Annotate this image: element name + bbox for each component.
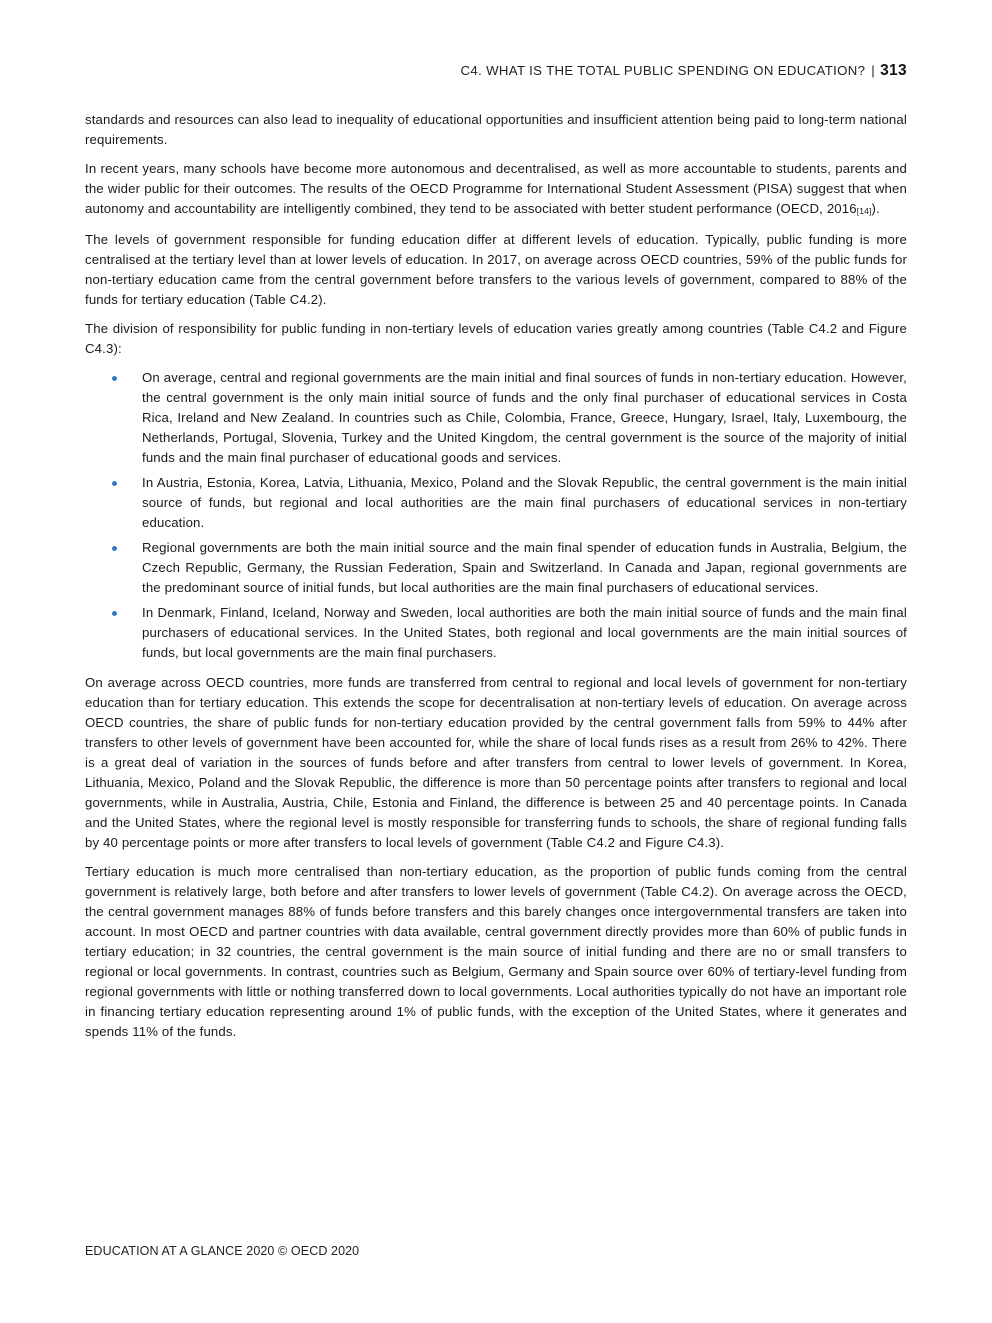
bullet-dot-icon — [112, 611, 117, 616]
paragraph-2-text: In recent years, many schools have become more autonomous and decentralised, as well as more accountable to students, parents and the wider public for their outcomes. The results of the OECD Programme for International Student Assessment (PISA) suggest that when autonomy and accountability are intelligently combined, they tend to be associated with better student performance (OECD, 2016 — [85, 161, 907, 216]
paragraph-2-end: ). — [871, 201, 880, 216]
page-number: 313 — [880, 62, 907, 79]
bullet-item — [85, 603, 907, 663]
bullet-item — [85, 473, 907, 533]
body-content — [85, 110, 907, 1051]
header-separator: | — [871, 63, 876, 78]
citation-ref[interactable]: [14] — [856, 206, 872, 216]
bullet-text: Regional governments are both the main initial source and the main final spender of education funds in Australia, Belgium, the Czech Republic, Germany, the Russian Federation, Spain and Switzerland. In Canada and Japan, regional governments are the predominant source of initial funds, but local authorities are the main final purchasers of educational services. — [142, 540, 907, 595]
bullet-dot-icon — [112, 546, 117, 551]
paragraph-5: On average across OECD countries, more funds are transferred from central to regional and local levels of government for non-tertiary education than for tertiary education. This extends the scope for decentralisation at non-tertiary levels of education. On average across OECD countries, the share of public funds for non-tertiary education provided by the central government falls from 59% to 44% after transfers to other levels of government have been accounted for, while the share of local funds rises as a result from 26% to 42%. There is a great deal of variation in the sources of funds before and after transfers from central to lower levels of government. In Korea, Lithuania, Mexico, Poland and the Slovak Republic, the difference is more than 50 percentage points after transfers to regional and local governments, while in Australia, Austria, Chile, Estonia and Finland, the difference is between 25 and 40 percentage points. In Canada and the United States, where the regional level is mostly responsible for transferring funds to schools, the share of regional funding falls by 40 percentage points or more after transfers to local levels of government (Table C4.2 and Figure C4.3). — [85, 675, 907, 850]
paragraph-3: The levels of government responsible for funding education differ at different levels of education. Typically, public funding is more centralised at the tertiary level than at lower levels of education. In 2017, on average across OECD countries, 59% of the public funds for non-tertiary education came from the central government before transfers to the various levels of government, compared to 88% of the funds for tertiary education (Table C4.2). — [85, 232, 907, 307]
bullet-text: In Denmark, Finland, Iceland, Norway and Sweden, local authorities are both the main initial source of funds and the main final purchasers of educational services. In the United States, both regional and local governments are the main initial sources of funds, but local governments are the main final purchasers. — [142, 605, 907, 660]
bullet-dot-icon — [112, 376, 117, 381]
paragraph-2 — [85, 159, 907, 221]
paragraph-4: The division of responsibility for public funding in non-tertiary levels of education varies greatly among countries (Table C4.2 and Figure C4.3): — [85, 321, 907, 356]
page-footer: EDUCATION AT A GLANCE 2020 © OECD 2020 — [85, 1244, 360, 1258]
bullet-item — [85, 538, 907, 598]
bullet-text: In Austria, Estonia, Korea, Latvia, Lithuania, Mexico, Poland and the Slovak Republic, the central government is the main initial source of funds, but regional and local authorities are the main final purchasers of educational services in non-tertiary education. — [142, 475, 907, 530]
bullet-list — [85, 368, 907, 663]
bullet-item — [85, 368, 907, 468]
paragraph-6: Tertiary education is much more centralised than non-tertiary education, as the proportion of public funds coming from the central government is relatively large, both before and after transfers to lower levels of government (Table C4.2). On average across the OECD, the central government manages 88% of funds before transfers and this barely changes once intergovernmental transfers are taken into account. In most OECD and partner countries with data available, central government directly provides more than 60% of public funds in tertiary education; in 32 countries, the central government is the main source of initial funding and there are no or small transfers to regional or local governments. In contrast, countries such as Belgium, Germany and Spain source over 60% of tertiary-level funding from regional governments with little or nothing transferred down to local governments. Local authorities typically do not have an important role in financing tertiary education representing around 1% of public funds, with the exception of the United States, where it generates and spends 11% of the funds. — [85, 864, 907, 1039]
section-title: C4. WHAT IS THE TOTAL PUBLIC SPENDING ON EDUCATION? — [460, 63, 866, 78]
page-header — [461, 62, 907, 80]
paragraph-1: standards and resources can also lead to inequality of educational opportunities and insufficient attention being paid to long-term national requirements. — [85, 112, 907, 147]
bullet-dot-icon — [112, 481, 117, 486]
bullet-text: On average, central and regional governments are the main initial and final sources of funds in non-tertiary education. However, the central government is the only main initial source of funds and the only final purchaser of educational services in Costa Rica, Ireland and New Zealand. In countries such as Chile, Colombia, France, Greece, Hungary, Israel, Italy, Luxembourg, the Netherlands, Portugal, Slovenia, Turkey and the United Kingdom, the central government is the source of the majority of initial funds and the main final purchaser of educational goods and services. — [142, 370, 907, 465]
